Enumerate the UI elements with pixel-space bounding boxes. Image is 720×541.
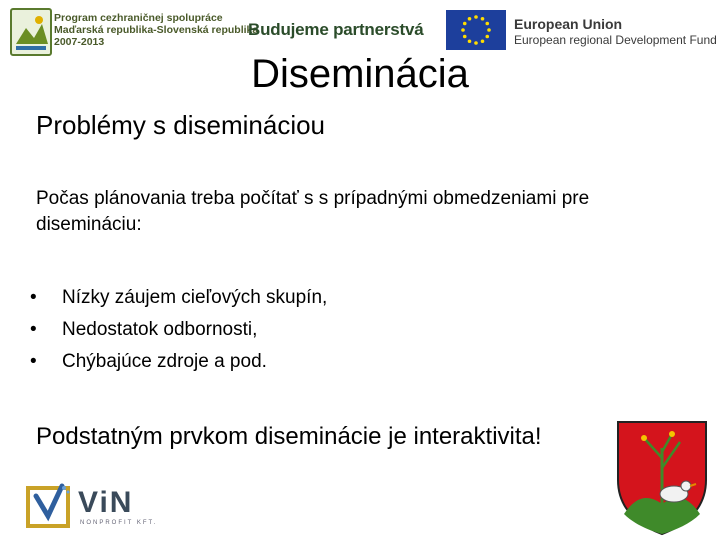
list-item: [30, 346, 327, 378]
bullet-list: [30, 282, 327, 378]
list-item: [30, 314, 327, 346]
slide-subtitle: Problémy s disemináciou: [36, 110, 326, 140]
eu-star-icon: [461, 28, 465, 32]
bullet-text: Nízky záujem cieľových skupín,: [62, 287, 328, 308]
eu-star-icon: [485, 35, 489, 39]
vin-logo-sub: NONPROFIT KFT.: [80, 520, 158, 526]
coat-of-arms-icon: [614, 418, 710, 536]
eu-star-icon: [487, 28, 491, 32]
list-item: [30, 282, 327, 314]
vin-logo-name: ViN: [78, 486, 134, 519]
closing-statement: Podstatným prvkom diseminácie je interaktivita!: [36, 423, 542, 450]
eu-star-icon: [468, 17, 472, 21]
bullet-icon: •: [30, 287, 37, 308]
eu-star-icon: [481, 17, 485, 21]
eu-star-icon: [474, 41, 478, 45]
eu-flag-icon: [446, 10, 506, 50]
partnership-title: Budujeme partnerstvá: [248, 20, 424, 39]
eu-star-icon: [463, 35, 467, 39]
eu-label-line1: European Union: [514, 16, 623, 32]
program-line-2: Maďarská republika-Slovenská republika: [54, 24, 259, 36]
slide-title: Diseminácia: [251, 52, 469, 96]
eu-label-line2: European regional Development Fund: [514, 33, 717, 47]
bullet-icon: •: [30, 319, 37, 340]
eu-star-icon: [485, 22, 489, 26]
eu-star-icon: [474, 15, 478, 19]
program-mark-icon: [10, 8, 52, 56]
vin-logo-icon: [24, 482, 158, 532]
program-logo-text: [54, 12, 258, 48]
eu-star-icon: [463, 22, 467, 26]
bullet-text: Nedostatok odbornosti,: [62, 319, 258, 340]
eu-star-icon: [481, 39, 485, 43]
bullet-text: Chýbajúce zdroje a pod.: [62, 351, 267, 372]
eu-label: [514, 16, 717, 48]
bullet-icon: •: [30, 351, 37, 372]
program-line-3: 2007-2013: [54, 36, 105, 48]
eu-star-icon: [468, 39, 472, 43]
program-line-1: Program cezhraničnej spolupráce: [54, 12, 223, 24]
intro-text: Počas plánovania treba počítať s s prípadnými obmedzeniami pre disemináciu:: [36, 188, 590, 235]
